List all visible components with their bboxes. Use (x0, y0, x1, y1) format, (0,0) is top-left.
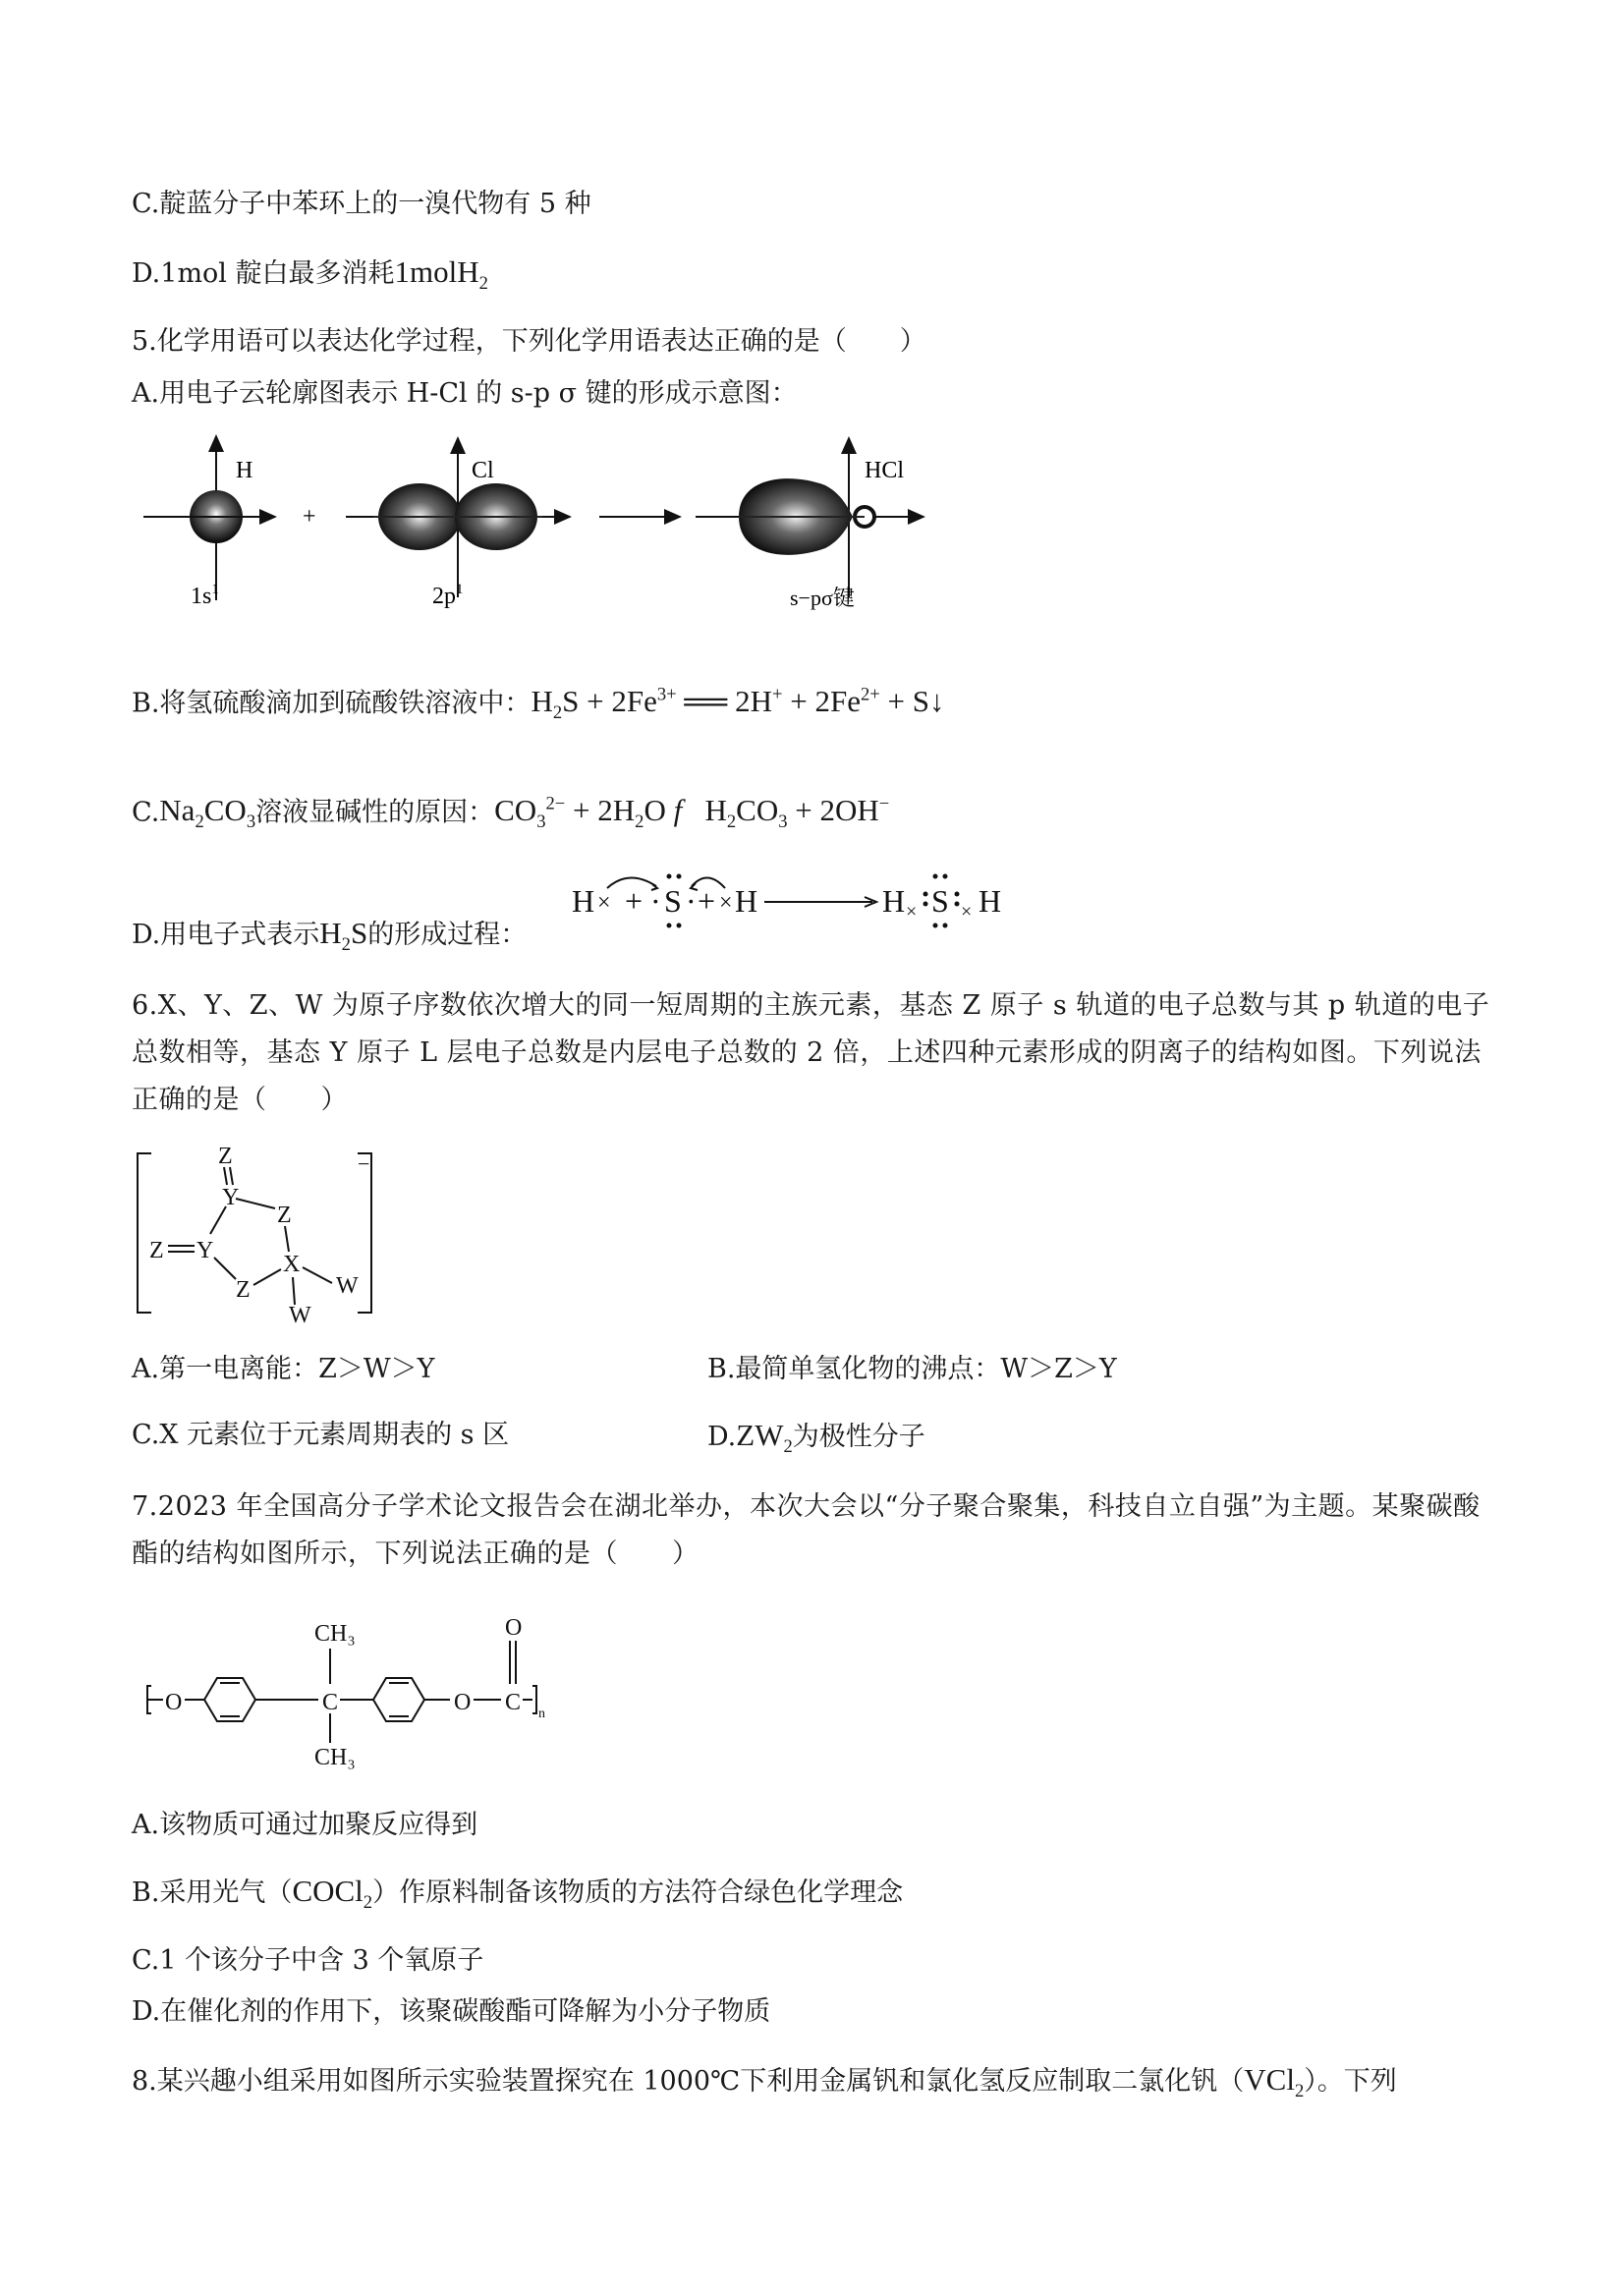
q6-option-a: A.第一电离能：Z＞W＞Y (132, 1354, 435, 1384)
q4-option-c: C.靛蓝分子中苯环上的一溴代物有 5 种 (132, 189, 591, 219)
svg-text:+: + (625, 883, 644, 919)
svg-text:·: · (650, 883, 661, 919)
svg-text:Z: Z (277, 1203, 292, 1228)
h-orbital-label: $1s^1$ (191, 582, 219, 609)
q6-option-c: C.X 元素位于元素周期表的 s 区 (132, 1420, 510, 1450)
svg-text:×: × (961, 901, 973, 923)
plus-sign: + (303, 504, 316, 530)
svg-text:O: O (454, 1690, 472, 1715)
q4-option-d (132, 254, 488, 302)
svg-text:H: H (735, 883, 758, 919)
q6-d-formula: $ZW_2$ (736, 1418, 793, 1458)
ch3-top-label: CH₃ (314, 1621, 356, 1647)
ch3-bottom-label: CH₃ (314, 1745, 356, 1770)
svg-text:H: H (979, 883, 1002, 919)
q7-option-b: B.采用光气（COCl$_2$）作原料制备该物质的方法符合绿色化学理念 (132, 1874, 904, 1914)
q7-option-a: A.该物质可通过加聚反应得到 (132, 1810, 478, 1840)
h-label: H (236, 458, 253, 483)
q5-d-formula: $H_2S$ (319, 916, 368, 956)
svg-text:×: × (906, 901, 918, 923)
svg-text:Z: Z (236, 1277, 251, 1303)
svg-text:Y: Y (196, 1238, 214, 1263)
anion-structure-diagram (130, 1140, 405, 1326)
q5-b-equation: $H_2S + 2Fe^{3+}$ ══ $2H^+ + 2Fe^{2+}$ + S↓ (531, 684, 945, 724)
q5-c-equation: $CO_3^{2-} + 2H_2O$ f $H_2CO_3 + 2OH^-$ (494, 793, 890, 833)
electron-dot-formation (570, 865, 1061, 943)
q5-option-b: B.将氢硫酸滴加到硫酸铁溶液中：$H_2S + 2Fe^{3+}$ ══ $2H^+ + 2Fe^{2+}$ + S↓ (132, 684, 945, 724)
q5-option-c: $C.Na_2CO_3$溶液显碱性的原因：$CO_3^{2-} + 2H_2O$ f $H_2CO_3 + 2OH^-$ (132, 793, 890, 833)
q7-option-c: C.1 个该分子中含 3 个氧原子 (132, 1945, 484, 1976)
sp-sigma-bond-label: s−pσ键 (790, 586, 855, 610)
q4-d-formula: 1molH$_2$ (394, 254, 488, 295)
svg-text:Y: Y (222, 1185, 240, 1210)
svg-text:W: W (336, 1273, 359, 1299)
svg-text:Z: Z (149, 1238, 164, 1263)
svg-text:C: C (505, 1690, 522, 1715)
q7-stem: 7.2023 年全国高分子学术论文报告会在湖北举办，本次大会以“分子聚合聚集，科技自立自强”为主题。某聚碳酸酯的结构如图所示，下列说法正确的是（ ） (132, 1491, 1481, 1569)
orbital-overlap-diagram (138, 428, 943, 625)
svg-text:H: H (882, 883, 906, 919)
q6-option-d: $D.ZW_2$为极性分子 (707, 1418, 925, 1458)
svg-text:X: X (283, 1252, 301, 1277)
svg-text:S: S (931, 883, 949, 919)
svg-text:×: × (719, 890, 733, 916)
repeat-subscript: n (538, 1707, 545, 1721)
cl-label: Cl (472, 458, 494, 483)
q5-stem: 5.化学用语可以表达化学过程，下列化学用语表达正确的是（ ） (132, 326, 926, 357)
q6-option-b: B.最简单氢化物的沸点：W＞Z＞Y (707, 1354, 1117, 1384)
svg-text:O: O (165, 1690, 183, 1715)
svg-text:×: × (597, 890, 611, 916)
carbonyl-o-label: O (505, 1615, 523, 1641)
hcl-label: HCl (865, 458, 905, 483)
q7-b-formula: COCl$_2$ (292, 1874, 373, 1914)
q5-option-a: A.用电子云轮廓图表示 H-Cl 的 s-p σ 键的形成示意图： (132, 378, 798, 409)
svg-text:Z: Z (218, 1144, 233, 1169)
cl-orbital-label: $2p^1$ (432, 582, 464, 609)
h-1s-orbital (143, 436, 275, 600)
q8-stem: 8.某兴趣小组采用如图所示实验装置探究在 1000℃下利用金属钒和氯化氢反应制取二氯化钒（VCl$_2$）。下列 (132, 2062, 1397, 2102)
svg-text:+: + (698, 883, 716, 919)
anion-charge: − (358, 1151, 370, 1176)
svg-text:C: C (322, 1690, 339, 1715)
svg-text:H: H (572, 883, 595, 919)
polycarbonate-structure (138, 1609, 589, 1776)
svg-text:S: S (664, 883, 682, 919)
cl-2p-orbital (346, 438, 570, 597)
svg-text:W: W (289, 1303, 311, 1326)
q5-c-formula: $Na_2CO_3$ (159, 793, 256, 833)
q6-stem: 6.X、Y、Z、W 为原子序数依次增大的同一短周期的主族元素，基态 Z 原子 s 轨道的电子总数与其 p 轨道的电子总数相等，基态 Y 原子 L 层电子总数是内层电子总数的 2 倍，上述四种元素形成的阴离子的结构如图。下列说法正确的是（ ） (132, 990, 1490, 1115)
q4-d-prefix: D.1mol 靛白最多消耗 (132, 258, 395, 289)
q8-formula: VCl$_2$ (1244, 2062, 1305, 2102)
svg-text:·: · (686, 883, 697, 919)
q7-option-d: D.在催化剂的作用下，该聚碳酸酯可降解为小分子物质 (132, 1996, 771, 2027)
q5-option-d: D.用电子式表示$H_2S$的形成过程： (132, 916, 528, 956)
